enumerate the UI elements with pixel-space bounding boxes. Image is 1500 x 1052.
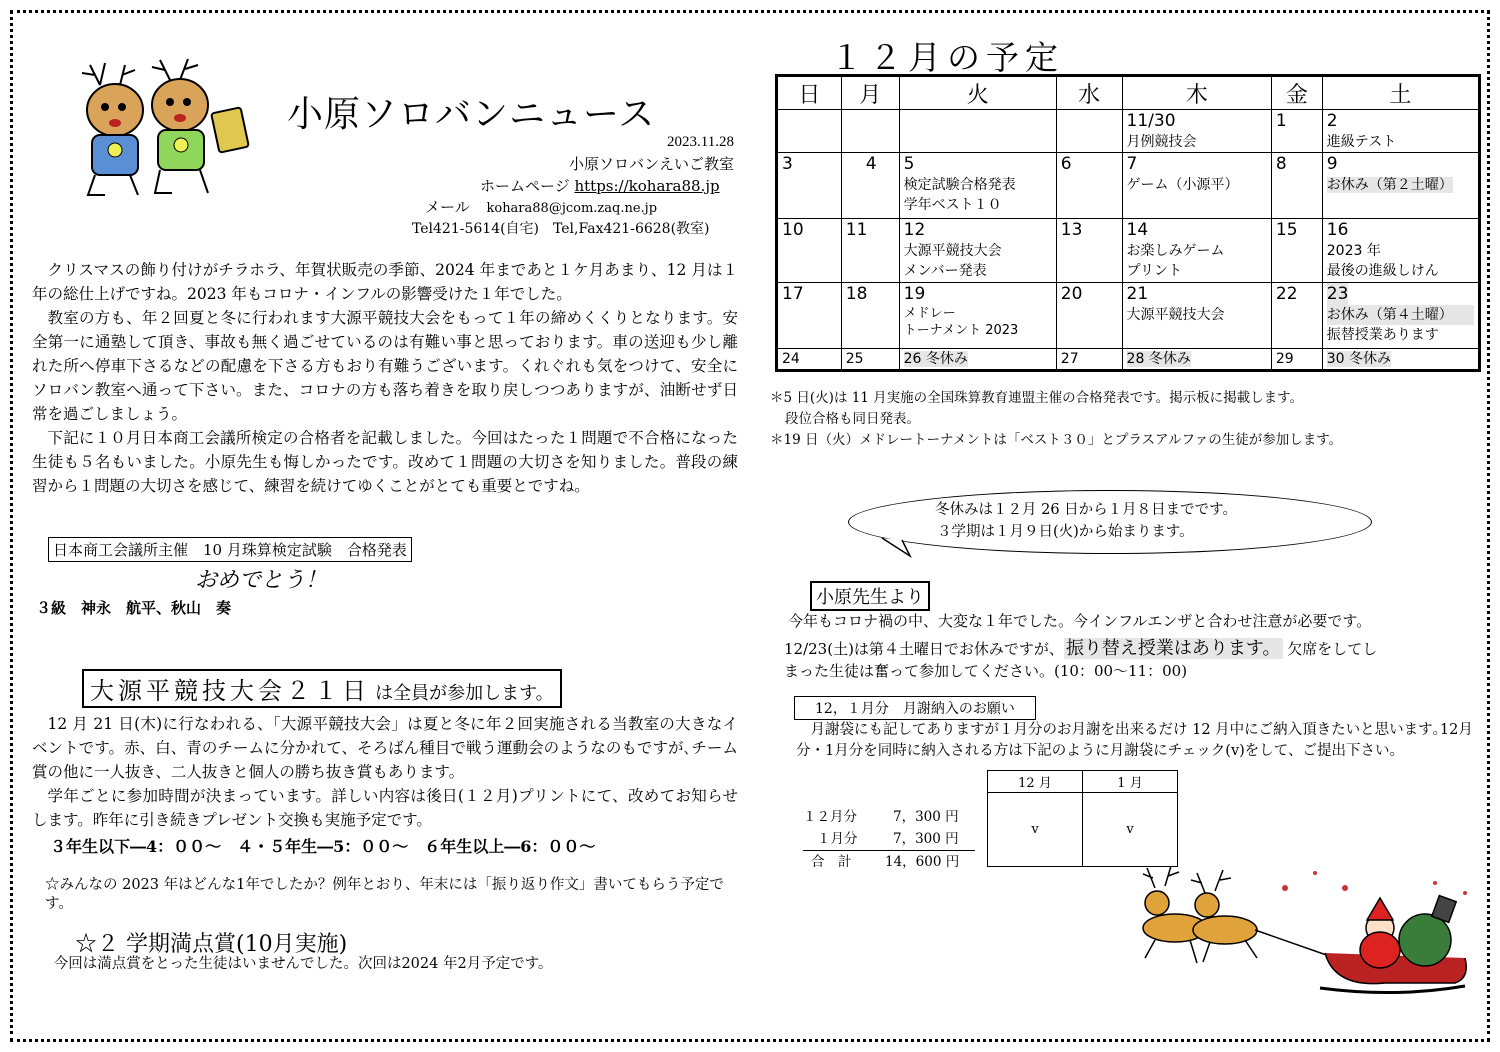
calendar-day bbox=[1271, 283, 1322, 349]
tournament-paragraph: 12 月 21 日(木)に行なわれる、「大源平競技大会」は夏と冬に年２回実施される当教室の大きなイベントです。赤、白、青のチームに分かれて、そろばん種目で戦う運動会のようなのもですが､チーム賞の他に一人抜き、二人抜きと個人の勝ち抜き賞もあります。 bbox=[32, 715, 738, 781]
day-event: 最後の進級しけん bbox=[1326, 263, 1439, 279]
day-event: 大源平競技大会 bbox=[1126, 307, 1225, 323]
calendar-day bbox=[1056, 283, 1122, 349]
perfect-score-text: 今回は満点賞をとった生徒はいませんでした。次回は2024 年2月予定です。 bbox=[53, 956, 553, 972]
calendar-note: ＊5 日(火)は 11 月実施の全国珠算教育連盟主催の合格発表です。掲示板に掲載します。 bbox=[770, 390, 1304, 406]
calendar-day bbox=[841, 283, 899, 349]
fee-col-header: 12 月 bbox=[988, 771, 1083, 793]
tournament-times: ３年生以下―4：００～ ４・５年生―5：００～ ６年生以上―6：００～ bbox=[50, 837, 596, 856]
day-number: 6 bbox=[1060, 154, 1072, 174]
winter-break-line: 冬休みは１２月 26 日から１月８日までです。 bbox=[935, 502, 1238, 518]
fee-row bbox=[803, 828, 975, 850]
calendar-day bbox=[1322, 349, 1479, 371]
weekday-tue: 火 bbox=[899, 76, 1056, 110]
calendar-day bbox=[1122, 283, 1271, 349]
fee-amount: 7，300 円 bbox=[893, 809, 959, 825]
intro-paragraph: 下記に１０月日本商工会議所検定の合格者を記載しました。今回はたった１問題で不合格になった生徒も５名もいました。小原先生も悔しかったです。改めて１問題の大切さを知りました。普段の練習から１問題の大切さを感じて、練習を続けてゆくことがとても重要とですね。 bbox=[32, 429, 738, 495]
december-calendar bbox=[775, 74, 1481, 372]
teacher-message-line: まった生徒は奮って参加してください。(10：00～11：00) bbox=[784, 662, 1188, 680]
day-number: 2 bbox=[1326, 111, 1338, 131]
fee-breakdown bbox=[803, 806, 975, 873]
weekday-thu: 木 bbox=[1122, 76, 1271, 110]
day-number: 18 bbox=[845, 284, 868, 304]
weekday-wed: 水 bbox=[1056, 76, 1122, 110]
day-event: 学年ベスト１０ bbox=[903, 197, 1002, 213]
day-event: 月例競技会 bbox=[1126, 134, 1197, 150]
newsletter-title: 小原ソロバンニュース bbox=[287, 94, 656, 135]
calendar-week bbox=[777, 219, 1480, 283]
day-number: 19 bbox=[903, 284, 926, 304]
winter-break-label: 30 冬休み bbox=[1326, 351, 1392, 367]
day-number: 15 bbox=[1275, 220, 1298, 240]
tournament-heading-sub: は全員が参加します。 bbox=[375, 683, 554, 704]
day-number: 11/30 bbox=[1126, 111, 1176, 131]
mail-address[interactable]: kohara88@jcom.zaq.ne.jp bbox=[486, 201, 658, 216]
calendar-day bbox=[1056, 110, 1122, 153]
day-number: 17 bbox=[782, 284, 804, 304]
day-number: 1 bbox=[1275, 111, 1287, 131]
fee-row bbox=[803, 806, 975, 828]
fee-heading: 12，１月分 月謝納入のお願い bbox=[794, 696, 1036, 720]
teacher-message-part: 12/23(土)は第４土曜日でお休みですが、 bbox=[784, 640, 1064, 658]
fee-check-cell[interactable]: v bbox=[1083, 793, 1178, 867]
fee-check-table bbox=[987, 770, 1178, 867]
calendar-day bbox=[899, 153, 1056, 219]
day-event: メドレー bbox=[903, 306, 956, 321]
calendar-day bbox=[1322, 110, 1479, 153]
day-event: 検定試験合格発表 bbox=[903, 177, 1016, 193]
calendar-day bbox=[1122, 349, 1271, 371]
tournament-section bbox=[32, 712, 738, 857]
calendar-note: ＊19 日（火）メドレートーナメントは「ベスト３０」とプラスアルファの生徒が参加します。 bbox=[770, 432, 1343, 448]
calendar-day bbox=[1056, 219, 1122, 283]
calendar-day bbox=[1271, 153, 1322, 219]
calendar-day bbox=[841, 110, 899, 153]
calendar-day bbox=[1122, 110, 1271, 153]
calendar-week bbox=[777, 283, 1480, 349]
day-number: 10 bbox=[782, 220, 804, 240]
day-number: 5 bbox=[903, 154, 915, 174]
calendar-header-row bbox=[777, 76, 1480, 110]
calendar-day bbox=[777, 110, 842, 153]
makeup-class-highlight: 振り替え授業はあります。 bbox=[1065, 638, 1281, 659]
day-number: 11 bbox=[845, 220, 868, 240]
day-number: 14 bbox=[1126, 220, 1149, 240]
calendar-day bbox=[1271, 110, 1322, 153]
school-name: 小原ソロバンえいご教室 bbox=[568, 155, 734, 173]
weekday-sun: 日 bbox=[777, 76, 842, 110]
issue-date: 2023.11.28 bbox=[667, 134, 734, 150]
calendar-day: 24 bbox=[777, 349, 842, 371]
calendar-day bbox=[1322, 283, 1479, 349]
day-event: プリント bbox=[1126, 263, 1182, 279]
calendar-day bbox=[1322, 219, 1479, 283]
teacher-message-part: 欠席をしてし bbox=[1287, 640, 1378, 658]
winter-break-label: 28 冬休み bbox=[1126, 351, 1191, 367]
essay-note: ☆みんなの 2023 年はどんな1年でしたか？例年とおり、年末には「振り返り作文」書いてもらう予定です。 bbox=[45, 877, 724, 912]
calendar-day bbox=[1271, 219, 1322, 283]
day-number: 20 bbox=[1060, 284, 1083, 304]
day-event-holiday: お休み（第２土曜） bbox=[1326, 177, 1453, 193]
calendar-day bbox=[1122, 219, 1271, 283]
calendar-day: 27 bbox=[1056, 349, 1122, 371]
day-number: 16 bbox=[1326, 220, 1349, 240]
day-event: トーナメント 2023 bbox=[903, 323, 1019, 338]
day-number: 7 bbox=[1126, 154, 1138, 174]
day-event: 振替授業あります bbox=[1326, 327, 1439, 343]
winter-break-line: ３学期は１月９日(火)から始まります。 bbox=[937, 524, 1194, 540]
calendar-day bbox=[1056, 153, 1122, 219]
perfect-score-heading: ☆２ 学期満点賞(10月実施) bbox=[75, 932, 348, 957]
calendar-day bbox=[899, 110, 1056, 153]
intro-paragraph: クリスマスの飾り付けがチラホラ、年賀状販売の季節、2024 年まであと１ケ月あまり、12 月は１年の総仕上げですね。2023 年もコロナ・インフルの影響受けた１年でした。 bbox=[32, 261, 738, 303]
calendar-day bbox=[841, 153, 899, 219]
day-event: 大源平競技大会 bbox=[903, 243, 1002, 259]
day-number: 22 bbox=[1275, 284, 1298, 304]
santa-sleigh-icon bbox=[1135, 858, 1475, 1008]
weekday-sat: 土 bbox=[1322, 76, 1479, 110]
fee-label: １２月分 bbox=[803, 809, 857, 825]
weekday-fri: 金 bbox=[1271, 76, 1322, 110]
tournament-heading-main: 大源平競技大会２１日 bbox=[90, 677, 370, 705]
day-number: 21 bbox=[1126, 284, 1149, 304]
calendar-day bbox=[777, 153, 842, 219]
homepage-label: ホームページ bbox=[480, 177, 570, 195]
calendar-week bbox=[777, 153, 1480, 219]
intro-section bbox=[32, 258, 738, 498]
homepage-line bbox=[480, 175, 720, 196]
mail-label: メール bbox=[425, 198, 470, 216]
day-event: 2023 年 bbox=[1326, 243, 1381, 259]
fee-label: 合 計 bbox=[811, 854, 852, 870]
tournament-heading bbox=[82, 669, 562, 708]
tournament-paragraph: 学年ごとに参加時間が決まっています。詳しい内容は後日(１２月)プリントにて、改めてお知らせします。昨年に引き続きプレゼント交換も実施予定です。 bbox=[32, 787, 738, 829]
day-number: 9 bbox=[1326, 154, 1338, 174]
calendar-day bbox=[899, 283, 1056, 349]
day-number: 23 bbox=[1326, 284, 1349, 304]
day-event-holiday: お休み（第４土曜） bbox=[1327, 305, 1474, 325]
calendar-day: 29 bbox=[1271, 349, 1322, 371]
day-event: お楽しみゲーム bbox=[1126, 243, 1225, 259]
day-event: 進級テスト bbox=[1326, 134, 1397, 150]
teacher-heading: 小原先生より bbox=[810, 581, 930, 611]
fee-col-header: 1 月 bbox=[1083, 771, 1178, 793]
day-number: 13 bbox=[1060, 220, 1083, 240]
speech-tail-icon bbox=[880, 536, 920, 558]
calendar-day bbox=[1322, 153, 1479, 219]
calendar-day: 25 bbox=[841, 349, 899, 371]
winter-break-label: 26 冬休み bbox=[903, 351, 968, 367]
calendar-title: １２月の予定 bbox=[830, 38, 1064, 77]
calendar-week bbox=[777, 110, 1480, 153]
fee-amount: 7，300 円 bbox=[893, 831, 959, 847]
calendar-day bbox=[841, 219, 899, 283]
phone-line: Tel421-5614(自宅) Tel,Fax421-6628(教室) bbox=[412, 221, 710, 237]
teacher-message-line bbox=[784, 634, 1377, 660]
day-number: 3 bbox=[782, 154, 793, 174]
calendar-day bbox=[777, 219, 842, 283]
day-number: 4 bbox=[865, 154, 877, 174]
calendar-note: 段位合格も同日発表。 bbox=[785, 411, 920, 427]
calendar-day bbox=[1122, 153, 1271, 219]
mail-line bbox=[425, 196, 657, 217]
reindeer-mascot-icon bbox=[60, 55, 260, 205]
calendar-day bbox=[777, 283, 842, 349]
weekday-mon: 月 bbox=[841, 76, 899, 110]
exam-heading: 日本商工会議所主催 10 月珠算検定試験 合格発表 bbox=[48, 537, 412, 562]
day-number: 8 bbox=[1275, 154, 1287, 174]
fee-row bbox=[803, 850, 975, 873]
day-number: 12 bbox=[903, 220, 926, 240]
day-event: ゲーム（小源平） bbox=[1126, 177, 1239, 193]
fee-amount: 14，600 円 bbox=[885, 854, 960, 870]
fee-label: １月分 bbox=[817, 831, 858, 847]
congrats-text: おめでとう！ bbox=[195, 568, 328, 593]
fee-text: 月謝袋にも記してありますが１月分のお月謝を出来るだけ 12 月中にご納入頂きたいと思います｡12月分・1月分を同時に納入される方は下記のように月謝袋にチェック(v)をして、ご提出下さい。 bbox=[796, 722, 1473, 759]
teacher-message-line: 今年もコロナ禍の中、大変な１年でした。今インフルエンザと合わせ注意が必要です。 bbox=[788, 612, 1372, 630]
fee-check-cell[interactable]: v bbox=[988, 793, 1083, 867]
exam-result: ３級 神永 航平、秋山 奏 bbox=[36, 599, 232, 617]
calendar-day bbox=[899, 349, 1056, 371]
day-event: メンバー発表 bbox=[903, 263, 987, 279]
calendar-day bbox=[899, 219, 1056, 283]
intro-paragraph: 教室の方も、年２回夏と冬に行われます大源平競技大会をもって１年の締めくくりとなります。安全第一に通塾して頂き、事故も無く過ごせているのは有難い事と思っております。車の送迎も少し離れた所へ停車下さるなどの配慮を下さる方もおり有難うございます。くれぐれも気をつけて、安全にソロバン教室へ通って下さい。また、コロナの方も落ち着きを取り戻しつつありますが、油断せず日常を過ごしましょう。 bbox=[32, 309, 738, 423]
homepage-link[interactable]: https://kohara88.jp bbox=[574, 177, 720, 195]
calendar-week-last bbox=[777, 349, 1480, 371]
